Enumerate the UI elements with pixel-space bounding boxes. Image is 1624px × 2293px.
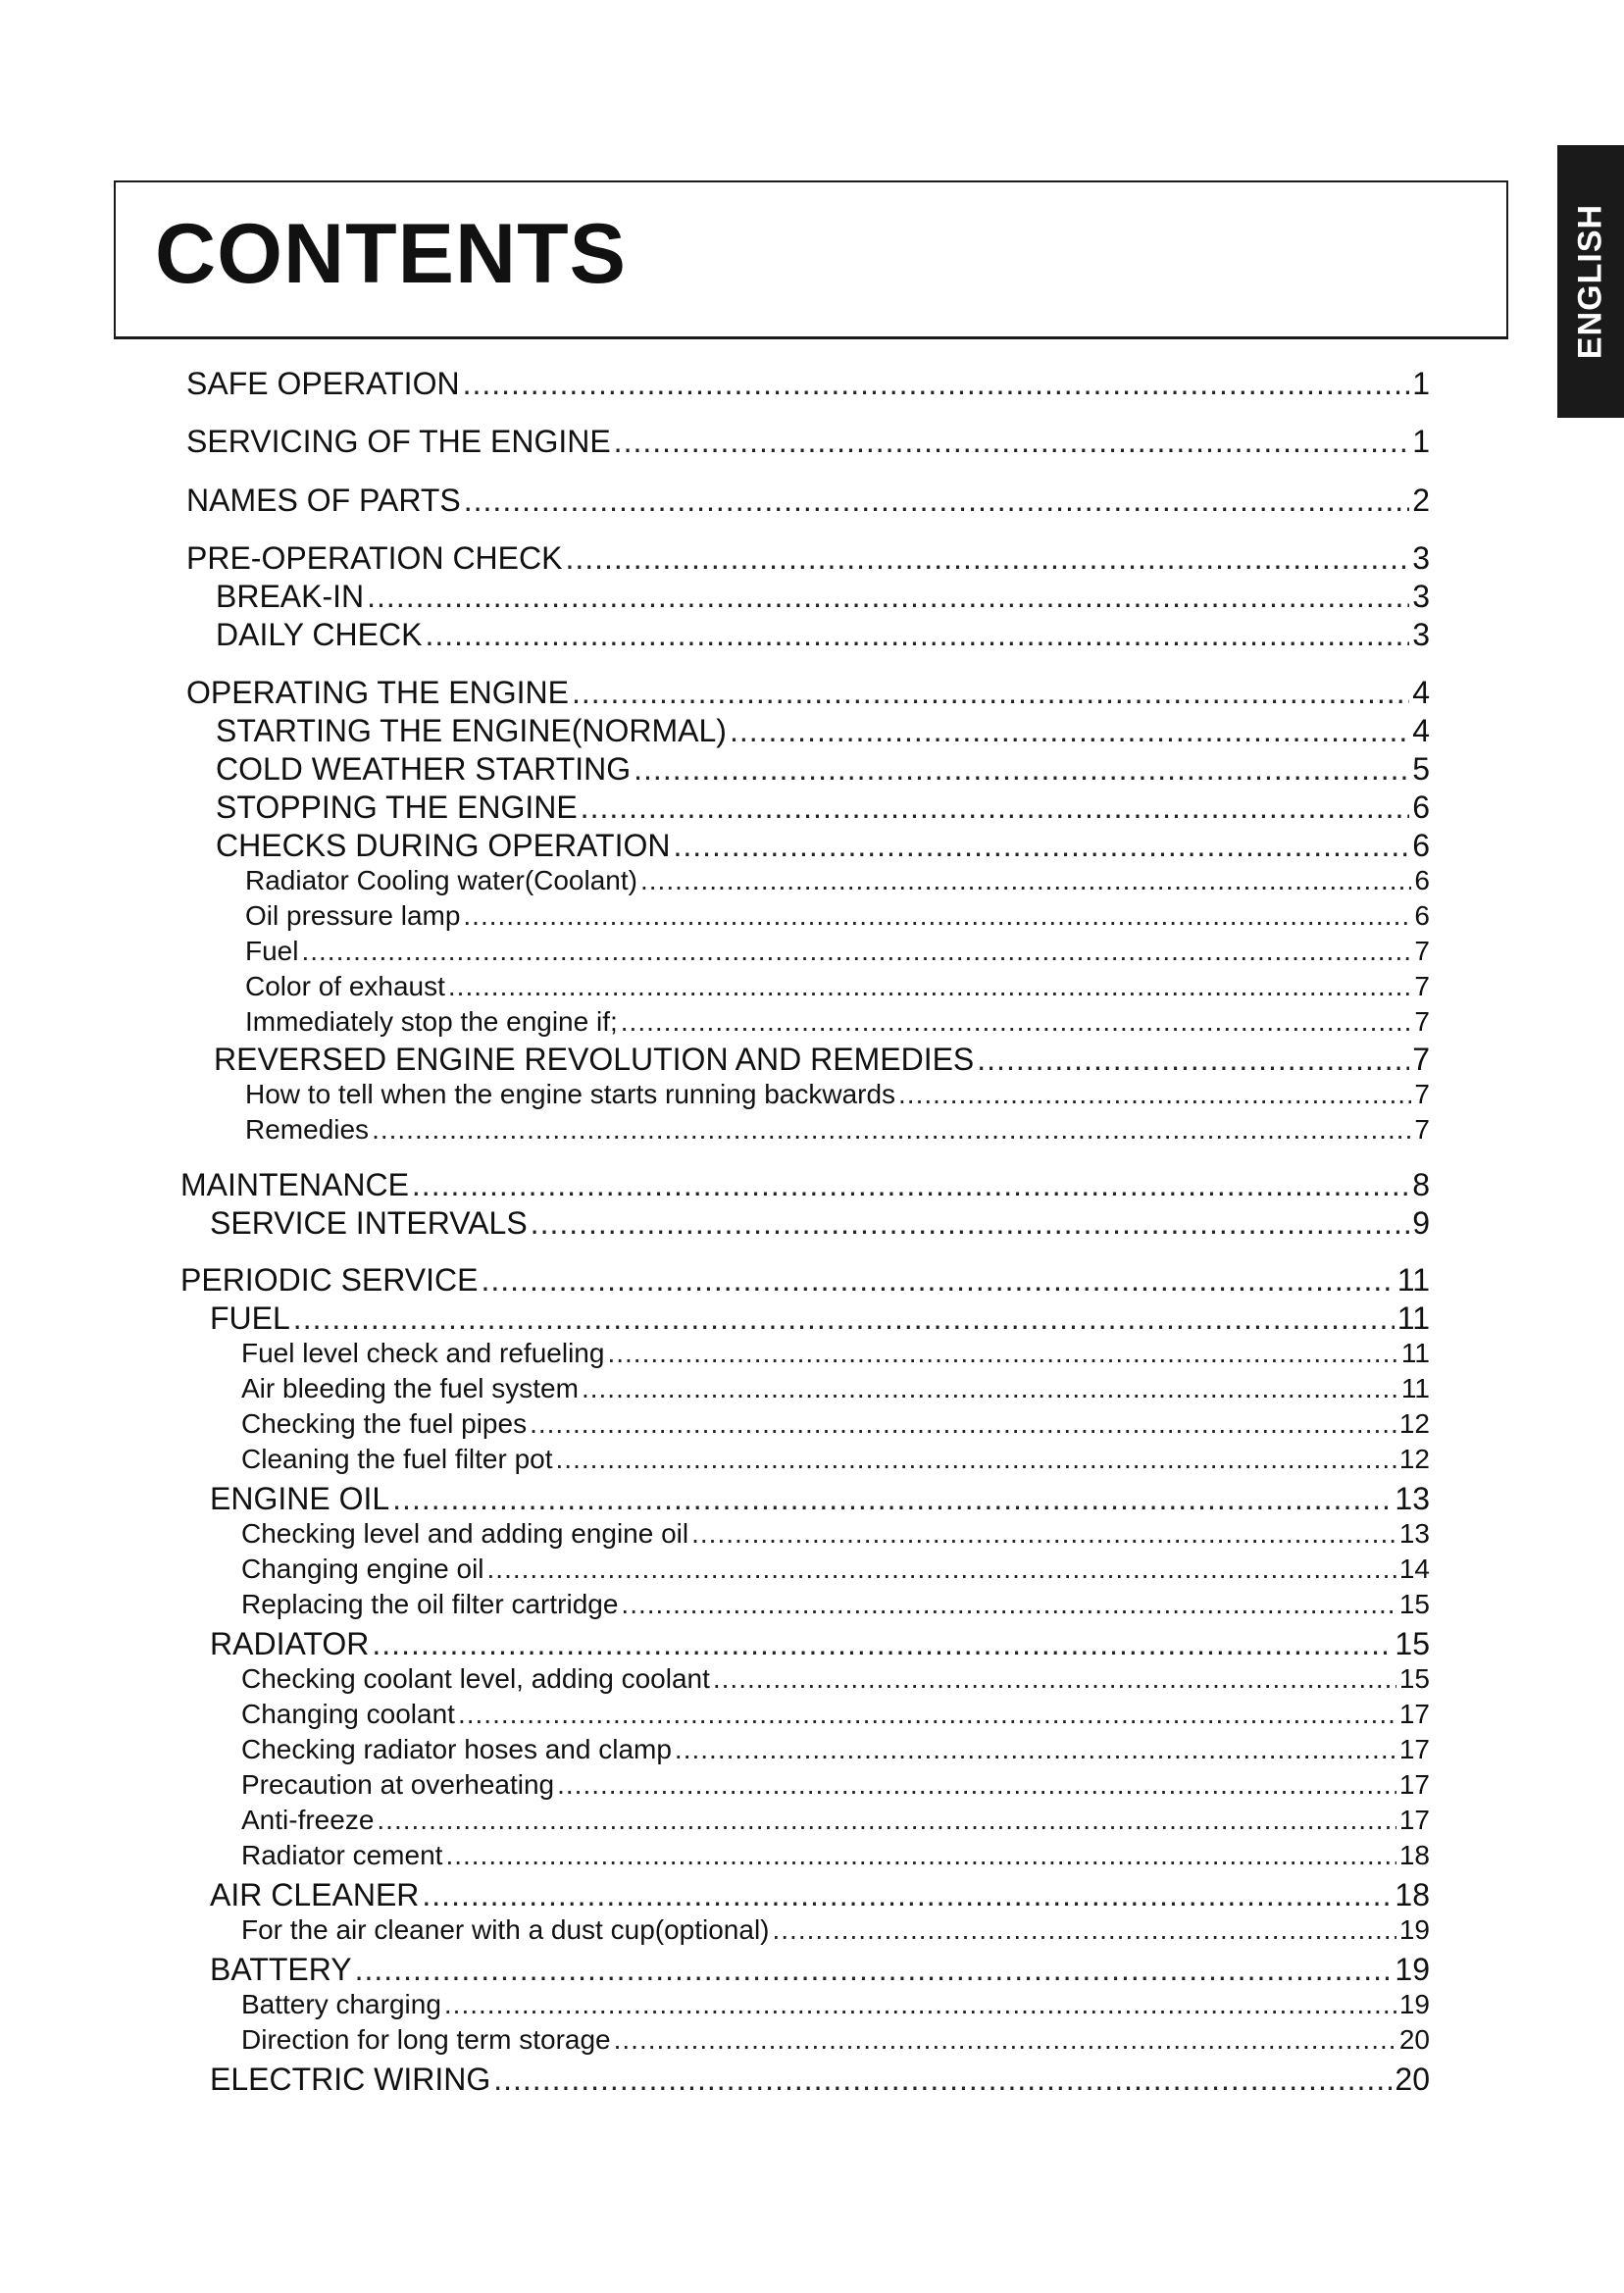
toc-entry-page-number: 11 xyxy=(1400,1373,1430,1403)
toc-entry-title: SERVICING OF THE ENGINE xyxy=(186,424,611,459)
toc-entry-page-number: 1 xyxy=(1412,424,1430,459)
toc-entry xyxy=(216,579,1430,615)
toc-entry-title: ELECTRIC WIRING xyxy=(210,2062,491,2097)
toc-entry-title: BREAK-IN xyxy=(216,579,365,614)
dot-leader xyxy=(293,1300,1395,1337)
toc-entry xyxy=(245,1114,1430,1146)
toc-entry-title: How to tell when the engine starts running backwards xyxy=(245,1079,896,1109)
dot-leader xyxy=(691,1518,1396,1550)
toc-entry xyxy=(216,713,1430,749)
dot-leader xyxy=(463,366,1410,402)
toc-entry-page-number: 13 xyxy=(1398,1518,1430,1549)
toc-entry-page-number: 7 xyxy=(1414,971,1430,1001)
toc-entry-page-number: 3 xyxy=(1412,579,1430,614)
dot-leader xyxy=(565,540,1409,577)
dot-leader xyxy=(531,1205,1410,1242)
toc-entry-page-number: 17 xyxy=(1398,1769,1430,1800)
toc-entry xyxy=(245,900,1430,932)
dot-leader xyxy=(607,1338,1397,1369)
toc-entry-page-number: 9 xyxy=(1412,1205,1430,1241)
dot-leader xyxy=(614,2024,1396,2056)
toc-entry-title: Air bleeding the fuel system xyxy=(241,1373,579,1403)
toc-entry-title: Color of exhaust xyxy=(245,971,445,1001)
toc-entry-page-number: 20 xyxy=(1398,2024,1430,2055)
dot-leader xyxy=(392,1481,1392,1517)
toc-entry-page-number: 7 xyxy=(1414,936,1430,966)
toc-entry xyxy=(245,1006,1430,1038)
dot-leader xyxy=(557,1769,1396,1801)
toc-entry-page-number: 13 xyxy=(1395,1481,1430,1516)
toc-entry xyxy=(241,1663,1430,1695)
toc-entry xyxy=(186,424,1430,460)
dot-leader xyxy=(445,1840,1396,1871)
toc-entry-page-number: 6 xyxy=(1414,865,1430,895)
toc-entry-title: DAILY CHECK xyxy=(216,617,423,652)
toc-entry xyxy=(210,1205,1430,1242)
toc-entry-title: OPERATING THE ENGINE xyxy=(186,675,569,710)
toc-entry-page-number: 3 xyxy=(1412,540,1430,576)
toc-entry xyxy=(180,1262,1430,1299)
toc-entry xyxy=(241,1805,1430,1836)
dot-leader xyxy=(422,1877,1392,1913)
toc-entry xyxy=(216,617,1430,653)
dot-leader xyxy=(464,483,1409,519)
toc-entry-page-number: 2 xyxy=(1412,483,1430,518)
toc-entry-page-number: 18 xyxy=(1398,1840,1430,1870)
toc-entry xyxy=(210,1626,1430,1662)
toc-entry-page-number: 18 xyxy=(1395,1877,1430,1912)
dot-leader xyxy=(487,1554,1396,1585)
toc-entry-page-number: 8 xyxy=(1412,1167,1430,1202)
toc-entry xyxy=(210,2062,1430,2098)
toc-entry-page-number: 17 xyxy=(1398,1805,1430,1835)
contents-title-box xyxy=(114,180,1508,339)
toc-entry-title: Checking the fuel pipes xyxy=(241,1408,528,1439)
toc-entry-page-number: 19 xyxy=(1398,1914,1430,1945)
toc-entry-title: Changing coolant xyxy=(241,1699,455,1729)
dot-leader xyxy=(372,1626,1392,1662)
toc-entry xyxy=(241,2024,1430,2056)
dot-leader xyxy=(673,828,1409,864)
toc-entry xyxy=(245,865,1430,896)
toc-entry-page-number: 19 xyxy=(1398,1989,1430,2019)
toc-entry-page-number: 17 xyxy=(1398,1699,1430,1729)
toc-entry-title: Checking level and adding engine oil xyxy=(241,1518,689,1549)
toc-entry-title: Precaution at overheating xyxy=(241,1769,555,1800)
toc-entry xyxy=(241,1338,1430,1369)
dot-leader xyxy=(493,2062,1392,2098)
language-tab-label: ENGLISH xyxy=(1571,203,1609,360)
toc-entry-page-number: 7 xyxy=(1412,1042,1430,1077)
dot-leader xyxy=(530,1408,1396,1440)
toc-entry xyxy=(241,1408,1430,1440)
toc-entry xyxy=(216,790,1430,826)
toc-entry xyxy=(186,675,1430,711)
toc-entry-page-number: 20 xyxy=(1395,2062,1430,2097)
toc-entry xyxy=(241,1444,1430,1475)
toc-entry-page-number: 12 xyxy=(1398,1408,1430,1439)
toc-entry-title: SAFE OPERATION xyxy=(186,366,460,401)
dot-leader xyxy=(481,1262,1394,1299)
dot-leader xyxy=(713,1663,1396,1695)
toc-entry-page-number: 15 xyxy=(1398,1589,1430,1619)
toc-entry-title: Fuel level check and refueling xyxy=(241,1338,605,1368)
toc-entry-title: CHECKS DURING OPERATION xyxy=(216,828,671,863)
toc-entry xyxy=(241,1769,1430,1801)
toc-entry-page-number: 14 xyxy=(1398,1554,1430,1584)
toc-entry-title: COLD WEATHER STARTING xyxy=(216,751,632,787)
toc-entry-page-number: 11 xyxy=(1400,1338,1430,1368)
dot-leader xyxy=(372,1114,1411,1146)
toc-entry-title: Checking coolant level, adding coolant xyxy=(241,1663,710,1694)
toc-entry-title: Checking radiator hoses and clamp xyxy=(241,1734,672,1764)
dot-leader xyxy=(556,1444,1396,1475)
toc-entry xyxy=(216,828,1430,864)
toc-entry-page-number: 4 xyxy=(1412,675,1430,710)
toc-entry xyxy=(180,1167,1430,1203)
toc-entry-page-number: 6 xyxy=(1412,790,1430,825)
toc-entry-title: AIR CLEANER xyxy=(210,1877,420,1912)
dot-leader xyxy=(730,713,1409,749)
toc-entry-title: PRE-OPERATION CHECK xyxy=(186,540,563,576)
toc-entry-title: Changing engine oil xyxy=(241,1554,484,1584)
dot-leader xyxy=(614,424,1410,460)
dot-leader xyxy=(355,1952,1393,1988)
toc-entry xyxy=(210,1877,1430,1913)
toc-entry xyxy=(241,1699,1430,1730)
toc-entry xyxy=(245,1079,1430,1110)
toc-entry-title: Battery charging xyxy=(241,1989,441,2019)
toc-entry-page-number: 17 xyxy=(1398,1734,1430,1764)
toc-entry-page-number: 11 xyxy=(1396,1262,1430,1298)
toc-entry-page-number: 7 xyxy=(1414,1079,1430,1109)
dot-leader xyxy=(621,1006,1412,1038)
toc-entry-title: Anti-freeze xyxy=(241,1805,375,1835)
toc-entry xyxy=(241,1840,1430,1871)
toc-entry-page-number: 1 xyxy=(1412,366,1430,401)
dot-leader xyxy=(412,1167,1409,1203)
toc-entry-title: Fuel xyxy=(245,936,299,966)
dot-leader xyxy=(572,675,1409,711)
toc-entry-title: Direction for long term storage xyxy=(241,2024,611,2055)
toc-entry xyxy=(241,1554,1430,1585)
dot-leader xyxy=(977,1042,1409,1078)
toc-entry-page-number: 7 xyxy=(1414,1006,1430,1037)
toc-entry xyxy=(186,540,1430,577)
toc-entry-title: Oil pressure lamp xyxy=(245,900,461,931)
toc-entry xyxy=(241,1734,1430,1765)
toc-entry-page-number: 3 xyxy=(1412,617,1430,652)
dot-leader xyxy=(582,1373,1398,1404)
toc-entry-title: PERIODIC SERVICE xyxy=(180,1262,479,1298)
toc-entry xyxy=(186,483,1430,519)
dot-leader xyxy=(458,1699,1396,1730)
dot-leader xyxy=(367,579,1409,615)
toc-entry-title: RADIATOR xyxy=(210,1626,370,1661)
toc-entry-page-number: 4 xyxy=(1412,713,1430,748)
language-tab xyxy=(1557,145,1624,418)
toc-entry xyxy=(214,1042,1430,1078)
toc-entry-title: STOPPING THE ENGINE xyxy=(216,790,578,825)
dot-leader xyxy=(675,1734,1396,1765)
toc-entry xyxy=(186,366,1430,402)
dot-leader xyxy=(444,1989,1396,2020)
toc-entry-title: Radiator Cooling water(Coolant) xyxy=(245,865,637,895)
toc-entry-title: Cleaning the fuel filter pot xyxy=(241,1444,553,1474)
toc-entry-page-number: 7 xyxy=(1414,1114,1430,1145)
toc-entry xyxy=(210,1481,1430,1517)
toc-entry-title: Remedies xyxy=(245,1114,370,1145)
toc-entry xyxy=(241,1989,1430,2020)
toc-entry xyxy=(241,1518,1430,1550)
toc-entry xyxy=(241,1914,1430,1946)
toc-entry-page-number: 11 xyxy=(1396,1300,1430,1336)
toc-entry-title: Radiator cement xyxy=(241,1840,443,1870)
toc-entry-title: MAINTENANCE xyxy=(180,1167,409,1202)
toc-entry-page-number: 15 xyxy=(1395,1626,1430,1661)
toc-entry-title: ENGINE OIL xyxy=(210,1481,390,1516)
toc-entry-title: BATTERY xyxy=(210,1952,352,1987)
dot-leader xyxy=(634,751,1409,788)
toc-entry xyxy=(245,971,1430,1002)
toc-entry-page-number: 6 xyxy=(1412,828,1430,863)
toc-entry-page-number: 6 xyxy=(1414,900,1430,931)
toc-entry-title: REVERSED ENGINE REVOLUTION AND REMEDIES xyxy=(214,1042,975,1077)
page-title: CONTENTS xyxy=(155,207,627,301)
dot-leader xyxy=(377,1805,1396,1836)
dot-leader xyxy=(898,1079,1411,1110)
toc-entry-page-number: 19 xyxy=(1395,1952,1430,1987)
toc-entry-page-number: 5 xyxy=(1412,751,1430,787)
dot-leader xyxy=(463,900,1411,932)
toc-entry-title: Immediately stop the engine if; xyxy=(245,1006,618,1037)
toc-entry-page-number: 12 xyxy=(1398,1444,1430,1474)
toc-entry xyxy=(210,1300,1430,1337)
toc-entry xyxy=(210,1952,1430,1988)
toc-entry xyxy=(245,936,1430,967)
toc-entry-title: Replacing the oil filter cartridge xyxy=(241,1589,619,1619)
toc-entry-title: NAMES OF PARTS xyxy=(186,483,461,518)
toc-entry-title: FUEL xyxy=(210,1300,290,1336)
dot-leader xyxy=(301,936,1411,967)
toc-entry xyxy=(241,1373,1430,1404)
dot-leader xyxy=(773,1914,1396,1946)
dot-leader xyxy=(581,790,1410,826)
toc-entry-title: For the air cleaner with a dust cup(optional) xyxy=(241,1914,770,1945)
dot-leader xyxy=(621,1589,1396,1620)
toc-entry-title: SERVICE INTERVALS xyxy=(210,1205,528,1241)
dot-leader xyxy=(448,971,1412,1002)
toc-entry-title: STARTING THE ENGINE(NORMAL) xyxy=(216,713,727,748)
toc-entry-page-number: 15 xyxy=(1398,1663,1430,1694)
dot-leader xyxy=(640,865,1411,896)
toc-entry xyxy=(241,1589,1430,1620)
toc-entry xyxy=(216,751,1430,788)
dot-leader xyxy=(425,617,1409,653)
